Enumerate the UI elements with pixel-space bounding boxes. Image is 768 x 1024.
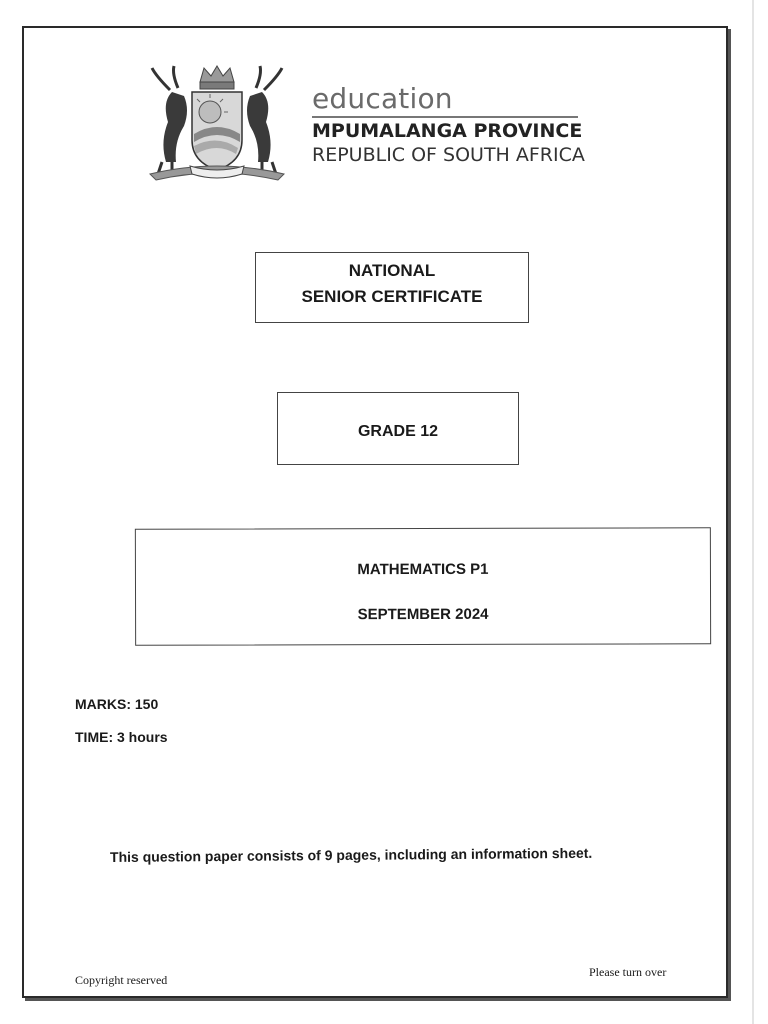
page-count-note: This question paper consists of 9 pages, including an information sheet. <box>109 844 593 865</box>
certificate-line-2: SENIOR CERTIFICATE <box>301 287 483 306</box>
subject-box <box>135 527 711 646</box>
certificate-line-1: NATIONAL <box>348 261 436 280</box>
grade-box <box>277 392 519 465</box>
marks-info: MARKS: 150 <box>75 696 159 712</box>
exam-date: SEPTEMBER 2024 <box>357 605 489 624</box>
department-divider <box>312 116 578 118</box>
department-title: education <box>312 82 453 115</box>
coat-of-arms-icon <box>132 62 302 192</box>
subject-name: MATHEMATICS P1 <box>357 560 489 579</box>
copyright-notice: Copyright reserved <box>75 973 168 987</box>
turn-over-note: Please turn over <box>589 965 667 979</box>
certificate-box <box>255 252 529 323</box>
scan-edge <box>752 0 754 1024</box>
grade-label: GRADE 12 <box>357 423 439 440</box>
country-name: REPUBLIC OF SOUTH AFRICA <box>312 144 585 166</box>
province-name: MPUMALANGA PROVINCE <box>312 120 583 142</box>
department-block <box>312 82 585 166</box>
time-info: TIME: 3 hours <box>75 729 168 745</box>
